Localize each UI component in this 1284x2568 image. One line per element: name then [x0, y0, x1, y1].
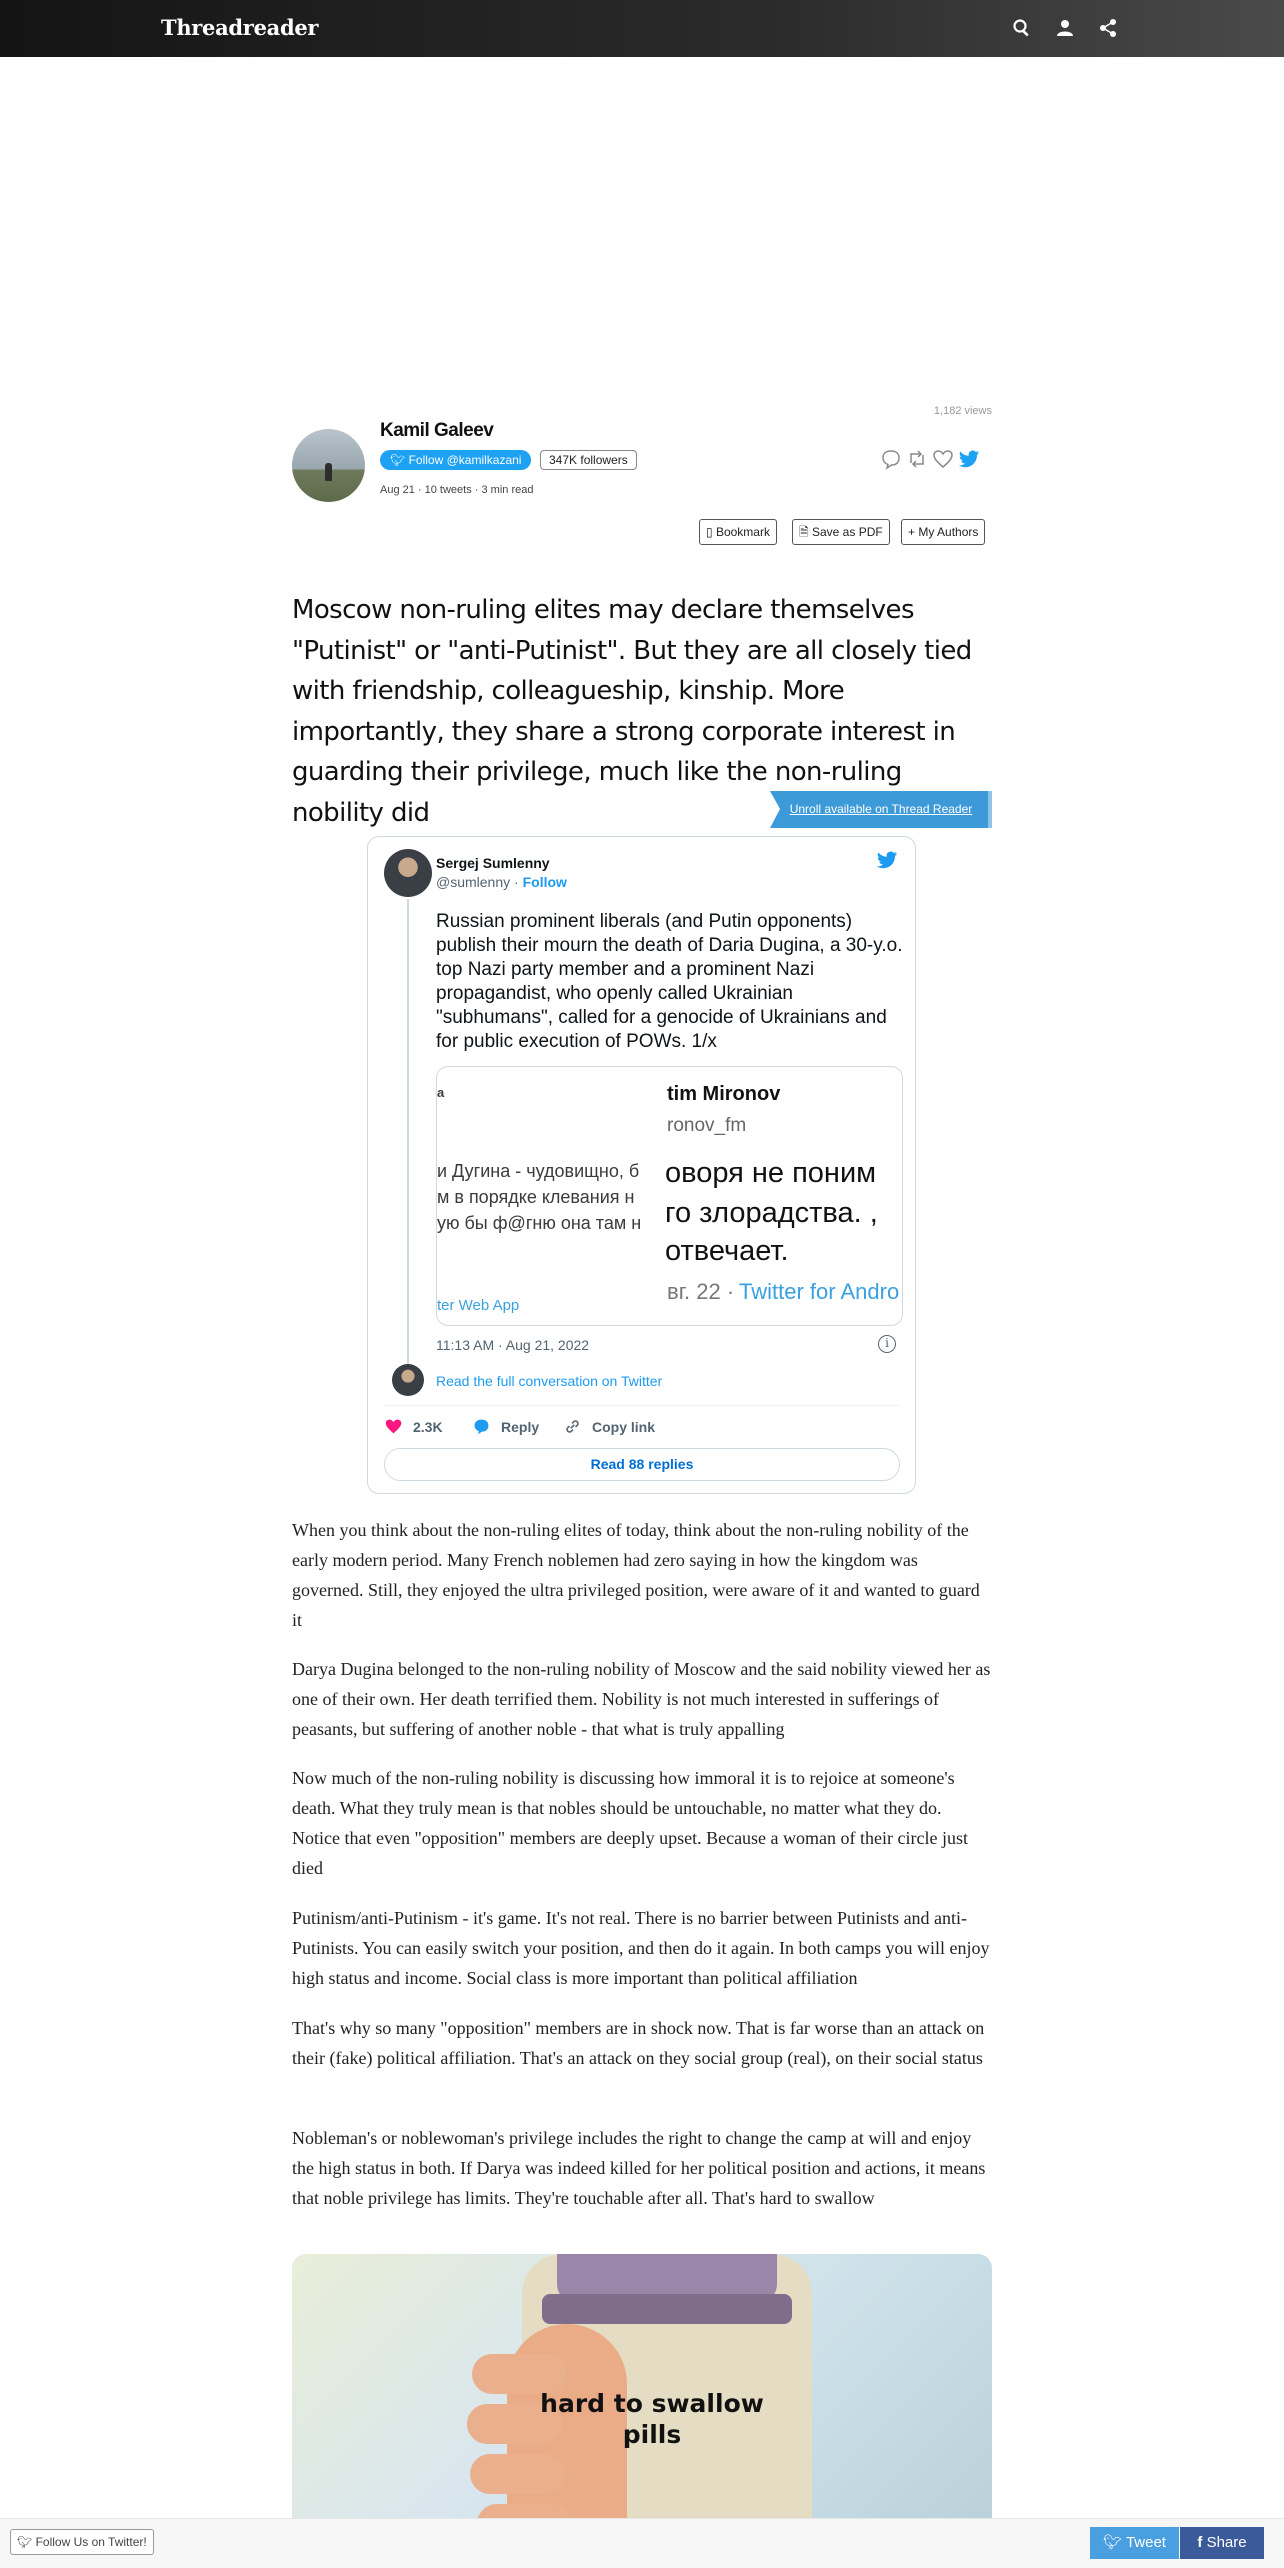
search-icon[interactable]	[1012, 18, 1032, 38]
tweet-share-button[interactable]	[1090, 2527, 1179, 2559]
retweet-icon[interactable]	[906, 448, 928, 470]
meme-caption-line: hard to swallow	[540, 2389, 764, 2418]
share-icon[interactable]	[1098, 18, 1118, 38]
bookmark-icon: ▯	[706, 525, 713, 539]
tweet-label: Tweet	[1125, 2534, 1166, 2551]
copy-link-button[interactable]	[563, 1417, 655, 1436]
facebook-share-button[interactable]	[1180, 2527, 1264, 2559]
thread-lead-text: Moscow non-ruling elites may declare themselves "Putinist" or "anti-Putinist". But they are all closely tied with friendship, colleagueship, kinship. More importantly, they share a strong corporate interest in guarding their privilege, much like the non-ruling nobility did	[292, 595, 972, 828]
follow-us-label: Follow Us on Twitter!	[35, 2535, 147, 2549]
twitter-icon[interactable]	[958, 448, 980, 470]
like-count: 2.3K	[413, 1419, 443, 1435]
quote-left-app: ter Web App	[437, 1297, 520, 1314]
quote-right-date: вг. 22 ·	[667, 1279, 735, 1304]
bottom-share-bar	[0, 2518, 1284, 2568]
plus-icon: +	[908, 525, 916, 539]
share-label: Share	[1206, 2534, 1247, 2551]
thread-paragraph: Darya Dugina belonged to the non-ruling nobility of Moscow and the said nobility viewed her as one of their own. Her death terrified them. Nobility is not much interested in sufferings of peasants, but suffering of another noble - that what is truly appalling	[292, 1659, 991, 1739]
thread-paragraph: When you think about the non-ruling elites of today, think about the non-ruling nobility of the early modern period. Many French noblemen had zero saying in how the kingdom was governed. Still, they enjoyed the ultra privileged position, were aware of it and wanted to guard it	[292, 1520, 980, 1630]
embed-handle-row: @sumlenny · Follow	[436, 874, 567, 890]
bookmark-button[interactable]	[699, 519, 777, 545]
embed-tweet-text: Russian prominent liberals (and Putin opponents) publish their mourn the death of Daria Dugina, a 30-y.o. top Nazi party member and a prominent Nazi propagandist, who openly called Ukrainian "subhumans", called for a genocide of Ukrainians and for public execution of POWs. 1/x	[436, 911, 903, 1052]
embedded-tweet	[367, 836, 916, 1494]
finger	[470, 2454, 565, 2494]
like-icon[interactable]	[932, 448, 954, 470]
info-icon[interactable]: i	[878, 1335, 896, 1353]
embed-follow-link[interactable]: Follow	[522, 874, 567, 890]
reply-button[interactable]	[472, 1417, 539, 1436]
twitter-bird-icon[interactable]	[874, 849, 900, 871]
embed-small-avatar	[392, 1364, 424, 1396]
quote-left-line: м в порядке клевания н	[437, 1187, 635, 1207]
read-replies-button[interactable]: Read 88 replies	[384, 1448, 900, 1481]
quote-left-line: ую бы ф@гню она там н	[437, 1213, 642, 1233]
read-full-conversation-link[interactable]: Read the full conversation on Twitter	[436, 1373, 663, 1389]
thread-connector-line	[407, 899, 409, 1387]
comment-icon[interactable]	[880, 448, 902, 470]
quote-right-handle: ronov_fm	[667, 1115, 747, 1136]
meme-caption-line: pills	[622, 2420, 682, 2449]
copy-link-label: Copy link	[592, 1419, 656, 1435]
user-icon[interactable]	[1055, 18, 1075, 38]
top-navbar	[0, 0, 1284, 57]
quote-right-app: Twitter for Andro	[739, 1279, 900, 1304]
facebook-icon: f	[1197, 2534, 1203, 2551]
twitter-bird-icon: 🐦︎	[17, 2535, 33, 2549]
file-icon: 🗎︎	[799, 525, 809, 539]
thread-paragraph: Nobleman's or noblewoman's privilege includes the right to change the camp at will and enjoy the high status in both. If Darya was indeed killed for her political position and actions, it means that noble privilege has limits. They're touchable after all. That's hard to swallow	[292, 2128, 986, 2208]
quote-left-line: и Дугина - чудовищно, б	[437, 1161, 640, 1181]
follow-author-label: Follow @kamilkazani	[408, 453, 522, 467]
reply-label: Reply	[501, 1419, 540, 1435]
author-name[interactable]: Kamil Galeev	[380, 420, 494, 441]
my-authors-button[interactable]	[901, 519, 985, 545]
thread-paragraph: That's why so many "opposition" members are in shock now. That is far worse than an attack on their (fake) political affiliation. That's an attack on they social group (real), on their social status	[292, 2018, 985, 2068]
quote-right-name: tim Mironov	[667, 1083, 781, 1105]
embed-timestamp[interactable]: 11:13 AM · Aug 21, 2022	[436, 1337, 590, 1353]
like-stat[interactable]	[384, 1417, 443, 1436]
thread-paragraph: Putinism/anti-Putinism - it's game. It's not real. There is no barrier between Putinists and anti-Putinists. You can easily switch your position, and then do it again. In both camps you will enjoy high status and income. Social class is more important than political affiliation	[292, 1908, 990, 1988]
view-count: 1,182 views	[933, 405, 992, 417]
unroll-link[interactable]: Unroll available on Thread Reader	[770, 791, 992, 828]
followers-count: 347K followers	[540, 450, 637, 470]
bottle-cap-ring	[542, 2294, 792, 2324]
author-avatar[interactable]	[292, 429, 365, 502]
save-pdf-label: Save as PDF	[812, 525, 883, 539]
save-pdf-button[interactable]	[792, 519, 890, 545]
brand-logo[interactable]: Threadreader	[161, 15, 319, 40]
twitter-bird-icon: 🐦︎	[390, 453, 406, 467]
divider	[384, 1405, 900, 1406]
follow-author-button[interactable]	[380, 450, 531, 470]
quote-right-line: оворя не поним	[665, 1157, 877, 1189]
embed-avatar[interactable]	[384, 849, 432, 897]
embed-handle[interactable]: @sumlenny	[436, 874, 511, 890]
quote-right-line: го злорадства. ,	[665, 1197, 878, 1229]
bookmark-label: Bookmark	[715, 525, 770, 539]
meme-caption	[507, 2388, 797, 2450]
my-authors-label: My Authors	[918, 525, 979, 539]
thread-paragraph: Now much of the non-ruling nobility is discussing how immoral it is to rejoice at someone's death. What they truly mean is that nobles should be untouchable, no matter what they do. Notice that even "opposition" members are deeply upset. Because a woman of their circle just died	[292, 1768, 968, 1878]
heart-icon	[384, 1417, 403, 1436]
link-icon	[563, 1417, 582, 1436]
quote-right-line: отвечает.	[665, 1235, 789, 1267]
quoted-screenshot[interactable]	[436, 1066, 903, 1326]
twitter-bird-icon: 🐦︎	[1103, 2534, 1123, 2551]
follow-us-button[interactable]	[10, 2529, 154, 2555]
reply-bubble-icon	[472, 1417, 491, 1436]
thread-meta: Aug 21 · 10 tweets · 3 min read	[380, 484, 534, 496]
quote-left-name: a	[437, 1085, 445, 1100]
embed-author-name[interactable]: Sergej Sumlenny	[436, 855, 550, 871]
